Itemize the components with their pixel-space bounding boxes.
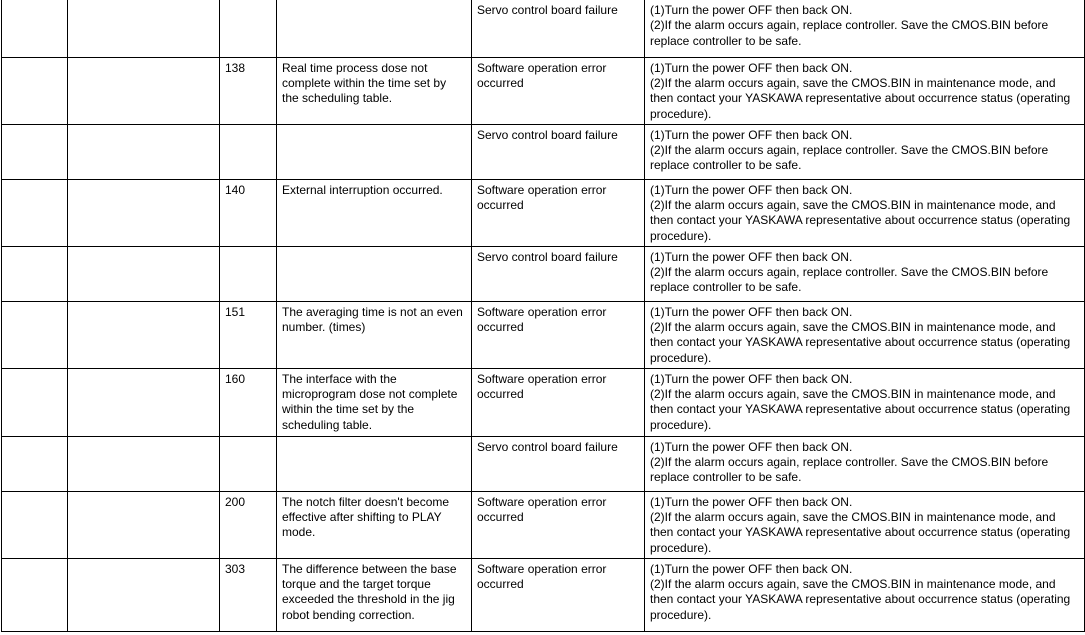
alarm-remedy-cell	[645, 491, 1085, 558]
alarm-number-cell: 138	[220, 57, 277, 124]
remedy-step: (2)If the alarm occurs again, replace controller. Save the CMOS.BIN before replace controller to be safe.	[650, 142, 1049, 173]
table-row	[2, 124, 1085, 179]
remedy-step: (1)Turn the power OFF then back ON.	[650, 371, 853, 386]
alarm-meaning-cell	[277, 0, 472, 57]
blank-cell	[68, 368, 220, 436]
table-row	[2, 57, 1085, 124]
alarm-number-cell	[220, 436, 277, 491]
remedy-step: (2)If the alarm occurs again, save the CMOS.BIN in maintenance mode, and then contact your YASKAWA representative about occurrence status (operating procedure).	[650, 509, 1071, 555]
table-row	[2, 558, 1085, 631]
alarm-remedy-cell	[645, 436, 1085, 491]
alarm-number-cell: 200	[220, 491, 277, 558]
remedy-step: (2)If the alarm occurs again, save the CMOS.BIN in maintenance mode, and then contact your YASKAWA representative about occurrence status (operating procedure).	[650, 319, 1071, 365]
remedy-step: (2)If the alarm occurs again, save the CMOS.BIN in maintenance mode, and then contact your YASKAWA representative about occurrence status (operating procedure).	[650, 197, 1071, 243]
table-row	[2, 491, 1085, 558]
blank-cell	[68, 246, 220, 301]
alarm-cause-cell: Software operation error occurred	[472, 179, 645, 246]
table-row	[2, 301, 1085, 368]
alarm-cause-cell: Software operation error occurred	[472, 491, 645, 558]
alarm-meaning-cell: The difference between the base torque and the target torque exceeded the threshold in the jig robot bending correction.	[277, 558, 472, 631]
blank-cell	[2, 0, 68, 57]
alarm-cause-cell: Software operation error occurred	[472, 57, 645, 124]
alarm-cause-cell: Software operation error occurred	[472, 301, 645, 368]
blank-cell	[68, 491, 220, 558]
blank-cell	[2, 301, 68, 368]
blank-cell	[2, 491, 68, 558]
remedy-step: (2)If the alarm occurs again, save the CMOS.BIN in maintenance mode, and then contact your YASKAWA representative about occurrence status (operating procedure).	[650, 576, 1071, 622]
remedy-step: (1)Turn the power OFF then back ON.	[650, 127, 853, 142]
remedy-step: (1)Turn the power OFF then back ON.	[650, 494, 853, 509]
alarm-remedy-cell	[645, 57, 1085, 124]
remedy-step: (2)If the alarm occurs again, replace controller. Save the CMOS.BIN before replace controller to be safe.	[650, 264, 1049, 295]
remedy-step: (1)Turn the power OFF then back ON.	[650, 304, 853, 319]
alarm-cause-cell: Servo control board failure	[472, 0, 645, 57]
alarm-remedy-cell	[645, 246, 1085, 301]
remedy-step: (2)If the alarm occurs again, replace controller. Save the CMOS.BIN before replace controller to be safe.	[650, 454, 1049, 485]
alarm-number-cell: 151	[220, 301, 277, 368]
remedy-step: (2)If the alarm occurs again, save the CMOS.BIN in maintenance mode, and then contact your YASKAWA representative about occurrence status (operating procedure).	[650, 386, 1071, 432]
blank-cell	[68, 301, 220, 368]
alarm-number-cell: 160	[220, 368, 277, 436]
blank-cell	[68, 0, 220, 57]
alarm-meaning-cell: Real time process dose not complete within the time set by the scheduling table.	[277, 57, 472, 124]
alarm-remedy-cell	[645, 124, 1085, 179]
alarm-meaning-cell: External interruption occurred.	[277, 179, 472, 246]
remedy-step: (1)Turn the power OFF then back ON.	[650, 561, 853, 576]
blank-cell	[2, 246, 68, 301]
alarm-remedy-cell	[645, 0, 1085, 57]
alarm-meaning-cell	[277, 124, 472, 179]
alarm-remedy-cell	[645, 558, 1085, 631]
alarm-remedy-cell	[645, 368, 1085, 436]
alarm-meaning-cell: The interface with the microprogram dose not complete within the time set by the scheduling table.	[277, 368, 472, 436]
remedy-step: (1)Turn the power OFF then back ON.	[650, 3, 853, 17]
remedy-step: (1)Turn the power OFF then back ON.	[650, 439, 853, 454]
blank-cell	[2, 558, 68, 631]
alarm-meaning-cell: The averaging time is not an even number. (times)	[277, 301, 472, 368]
alarm-table	[1, 0, 1085, 632]
alarm-meaning-cell	[277, 436, 472, 491]
blank-cell	[68, 124, 220, 179]
alarm-cause-cell: Servo control board failure	[472, 246, 645, 301]
alarm-number-cell	[220, 0, 277, 57]
table-row	[2, 436, 1085, 491]
remedy-step: (2)If the alarm occurs again, save the CMOS.BIN in maintenance mode, and then contact your YASKAWA representative about occurrence status (operating procedure).	[650, 75, 1071, 121]
alarm-remedy-cell	[645, 301, 1085, 368]
blank-cell	[68, 57, 220, 124]
table-row	[2, 179, 1085, 246]
blank-cell	[2, 368, 68, 436]
alarm-meaning-cell: The notch filter doesn't become effective after shifting to PLAY mode.	[277, 491, 472, 558]
alarm-cause-cell: Software operation error occurred	[472, 558, 645, 631]
alarm-cause-cell: Servo control board failure	[472, 124, 645, 179]
blank-cell	[68, 436, 220, 491]
remedy-step: (1)Turn the power OFF then back ON.	[650, 249, 853, 264]
blank-cell	[2, 179, 68, 246]
alarm-number-cell: 303	[220, 558, 277, 631]
table-row	[2, 0, 1085, 57]
alarm-number-cell	[220, 124, 277, 179]
blank-cell	[2, 436, 68, 491]
blank-cell	[68, 558, 220, 631]
remedy-step: (1)Turn the power OFF then back ON.	[650, 60, 853, 75]
alarm-number-cell: 140	[220, 179, 277, 246]
table-row	[2, 368, 1085, 436]
blank-cell	[68, 179, 220, 246]
alarm-cause-cell: Software operation error occurred	[472, 368, 645, 436]
alarm-table-body	[2, 0, 1085, 631]
blank-cell	[2, 124, 68, 179]
alarm-cause-cell: Servo control board failure	[472, 436, 645, 491]
blank-cell	[2, 57, 68, 124]
alarm-number-cell	[220, 246, 277, 301]
alarm-remedy-cell	[645, 179, 1085, 246]
remedy-step: (1)Turn the power OFF then back ON.	[650, 182, 853, 197]
table-row	[2, 246, 1085, 301]
alarm-meaning-cell	[277, 246, 472, 301]
remedy-step: (2)If the alarm occurs again, replace controller. Save the CMOS.BIN before replace controller to be safe.	[650, 18, 1049, 48]
